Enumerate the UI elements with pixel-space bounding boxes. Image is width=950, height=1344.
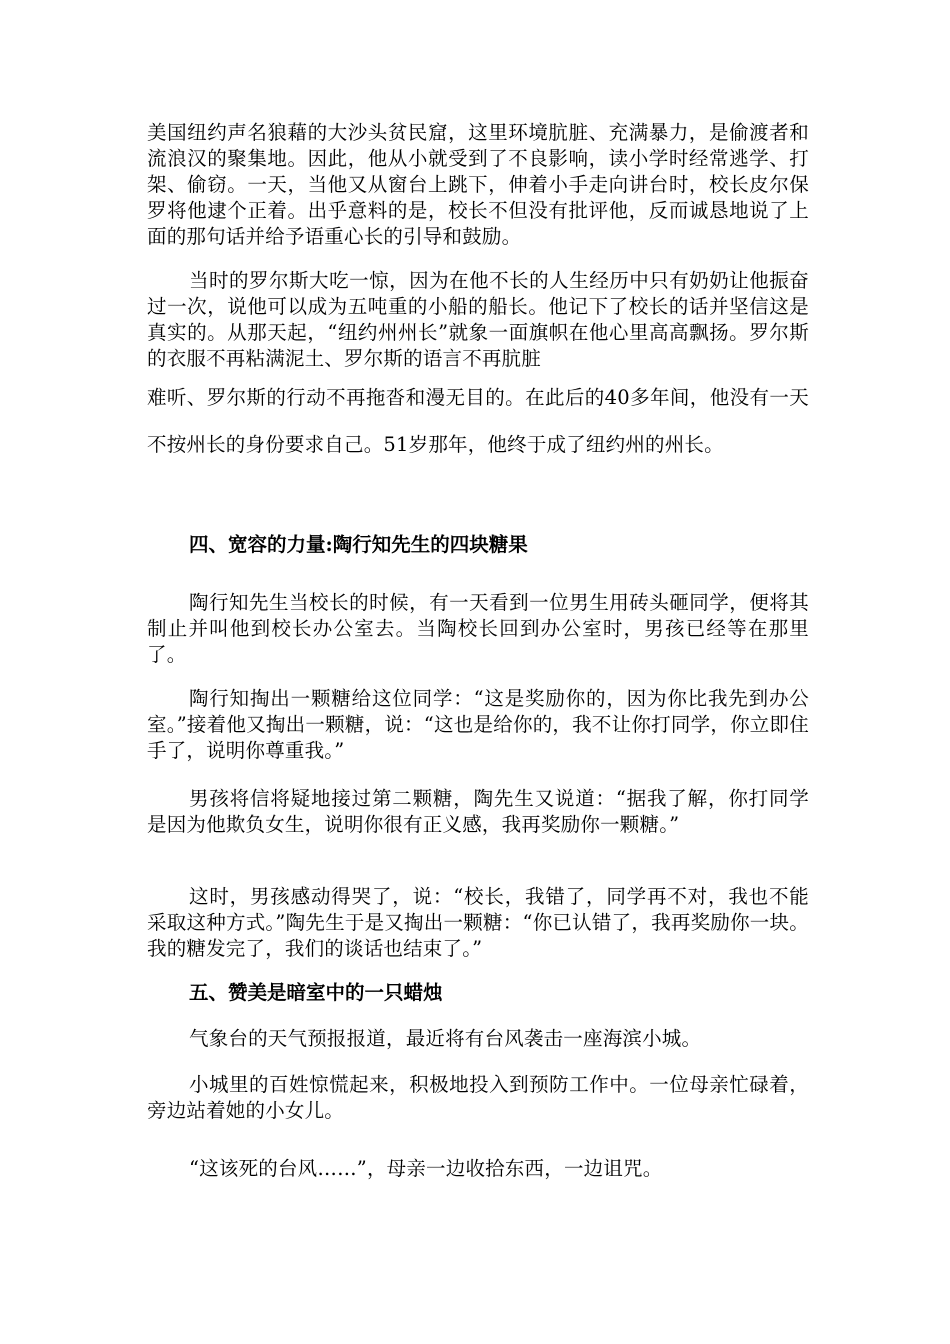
section-heading-tolerance: 四、宽容的力量:陶行知先生的四块糖果 [189, 533, 528, 556]
paragraph-tao-principal: 陶行知先生当校长的时候，有一天看到一位男生用砖头砸同学，便将其制止并叫他到校长办公室去。当陶校长回到办公室时，男孩已经等在那里了。 [147, 591, 809, 666]
paragraph-townspeople: 小城里的百姓惊慌起来，积极地投入到预防工作中。一位母亲忙碌着，旁边站着她的小女儿。 [147, 1073, 809, 1122]
paragraph-boy-cries: 这时，男孩感动得哭了，说：“校长，我错了，同学再不对，我也不能采取这种方式。”陶先生于是又掏出一颗糖：“你已认错了，我再奖励你一块。我的糖发完了，我们的谈话也结束了。” [147, 885, 809, 960]
paragraph-second-candy: 男孩将信将疑地接过第二颗糖，陶先生又说道：“据我了解，你打同学是因为他欺负女生，说明你很有正义感，我再奖励你一颗糖。” [147, 787, 809, 836]
paragraph-first-candy: 陶行知掏出一颗糖给这位同学：“这是奖励你的，因为你比我先到办公室。”接着他又掏出一颗糖，说：“这也是给你的，我不让你打同学，你立即住手了，说明你尊重我。” [147, 687, 809, 762]
paragraph-rolls-governor: 难听、罗尔斯的行动不再拖沓和漫无目的。在此后的40多年间，他没有一天不按州长的身份要求自己。51岁那年，他终于成了纽约州的州长。 [147, 386, 809, 456]
paragraph-slum-story: 美国纽约声名狼藉的大沙头贫民窟，这里环境肮脏、充满暴力，是偷渡者和流浪汉的聚集地。因此，他从小就受到了不良影响，读小学时经常逃学、打架、偷窃。一天，当他又从窗台上跳下，伸着小手走向讲台时，校长皮尔保罗将他逮个正着。出乎意料的是，校长不但没有批评他，反而诚恳地说了上面的那句话并给予语重心长的引导和鼓励。 [147, 121, 809, 248]
paragraph-mother-curses: “这该死的台风……”，母亲一边收拾东西，一边诅咒。 [189, 1157, 663, 1180]
paragraph-rolls-surprised: 当时的罗尔斯大吃一惊，因为在他不长的人生经历中只有奶奶让他振奋过一次，说他可以成为五吨重的小船的船长。他记下了校长的话并坚信这是真实的。从那天起，“纽约州州长”就象一面旗帜在他心里高高飘扬。罗尔斯的衣服不再粘满泥土、罗尔斯的语言不再肮脏 [147, 269, 809, 370]
paragraph-weather-forecast: 气象台的天气预报报道，最近将有台风袭击一座海滨小城。 [189, 1027, 702, 1050]
section-heading-praise: 五、赞美是暗室中的一只蜡烛 [189, 981, 443, 1004]
